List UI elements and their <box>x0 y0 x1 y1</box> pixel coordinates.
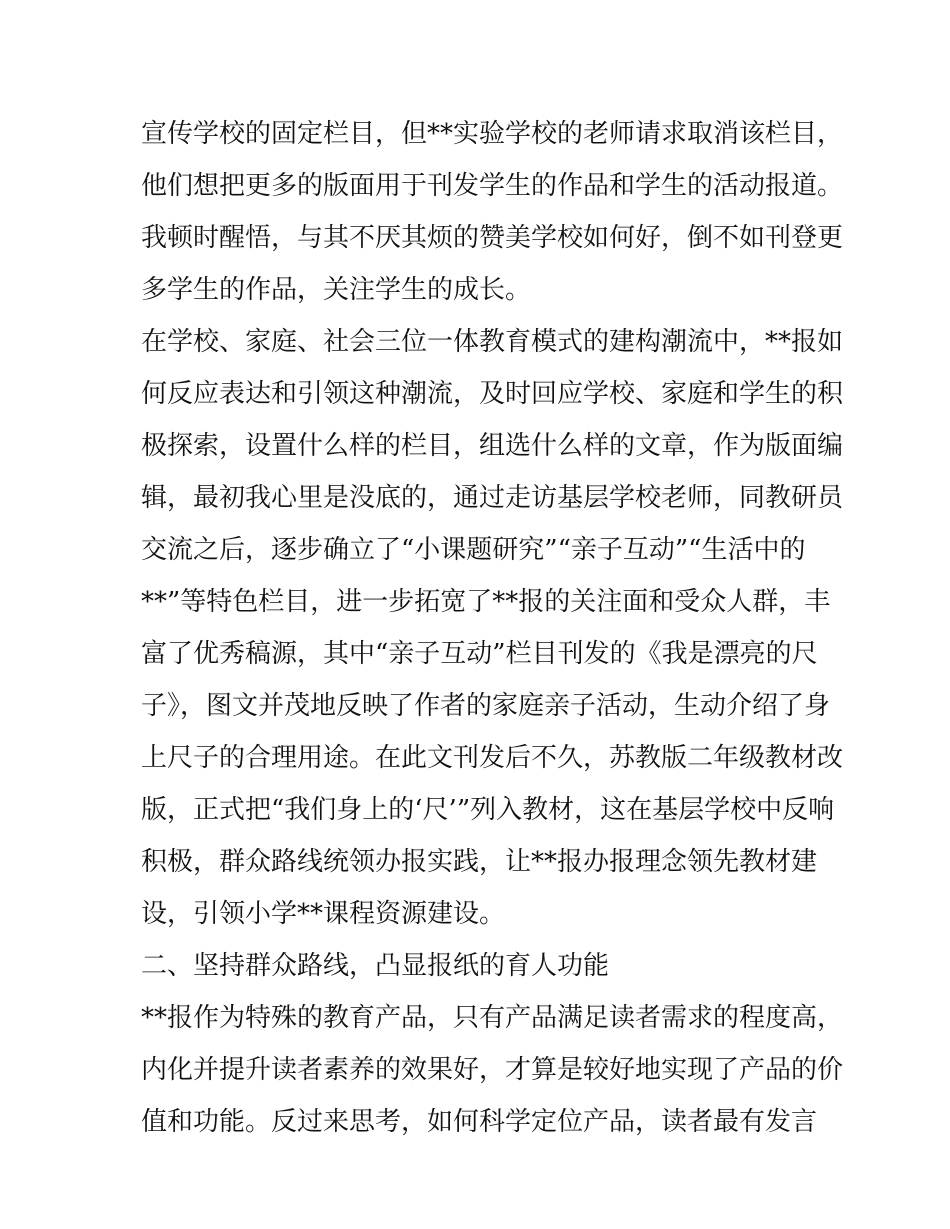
text-line: 何反应表达和引领这种潮流，及时回应学校、家庭和学生的积 <box>141 379 844 409</box>
text-line: 我顿时醒悟，与其不厌其烦的赞美学校如何好，倒不如刊登更 <box>141 223 844 253</box>
text-line: 内化并提升读者素养的效果好，才算是较好地实现了产品的价 <box>141 1055 844 1085</box>
text-line: 富了优秀稿源，其中“亲子互动”栏目刊发的《我是漂亮的尺 <box>141 639 818 669</box>
text-line: 他们想把更多的版面用于刊发学生的作品和学生的活动报道。 <box>141 171 844 201</box>
text-line: 子》，图文并茂地反映了作者的家庭亲子活动，生动介绍了身 <box>141 691 831 721</box>
text-line: **报作为特殊的教育产品，只有产品满足读者需求的程度高， <box>141 1003 844 1033</box>
text-line: 交流之后，逐步确立了“小课题研究”“亲子互动”“生活中的 <box>141 535 806 565</box>
text-line: 在学校、家庭、社会三位一体教育模式的建构潮流中，**报如 <box>141 327 844 357</box>
text-line: 上尺子的合理用途。在此文刊发后不久，苏教版二年级教材改 <box>141 743 844 773</box>
text-line: 版，正式把“我们身上的‘尺’”列入教材，这在基层学校中反响 <box>141 795 835 825</box>
text-line: 辑，最初我心里是没底的，通过走访基层学校老师，同教研员 <box>141 483 844 513</box>
text-line: 宣传学校的固定栏目，但**实验学校的老师请求取消该栏目， <box>141 119 844 149</box>
text-line: 值和功能。反过来思考，如何科学定位产品，读者最有发言 <box>141 1107 818 1137</box>
text-line: 设，引领小学**课程资源建设。 <box>141 899 506 929</box>
text-line: 极探索，设置什么样的栏目，组选什么样的文章，作为版面编 <box>141 431 844 461</box>
body-text <box>141 108 844 1148</box>
text-line: **”等特色栏目，进一步拓宽了**报的关注面和受众人群，丰 <box>141 587 831 617</box>
section-heading: 二、坚持群众路线，凸显报纸的育人功能 <box>141 951 610 981</box>
text-line: 积极，群众路线统领办报实践，让**报办报理念领先教材建 <box>141 847 818 877</box>
text-line: 多学生的作品，关注学生的成长。 <box>141 275 532 305</box>
